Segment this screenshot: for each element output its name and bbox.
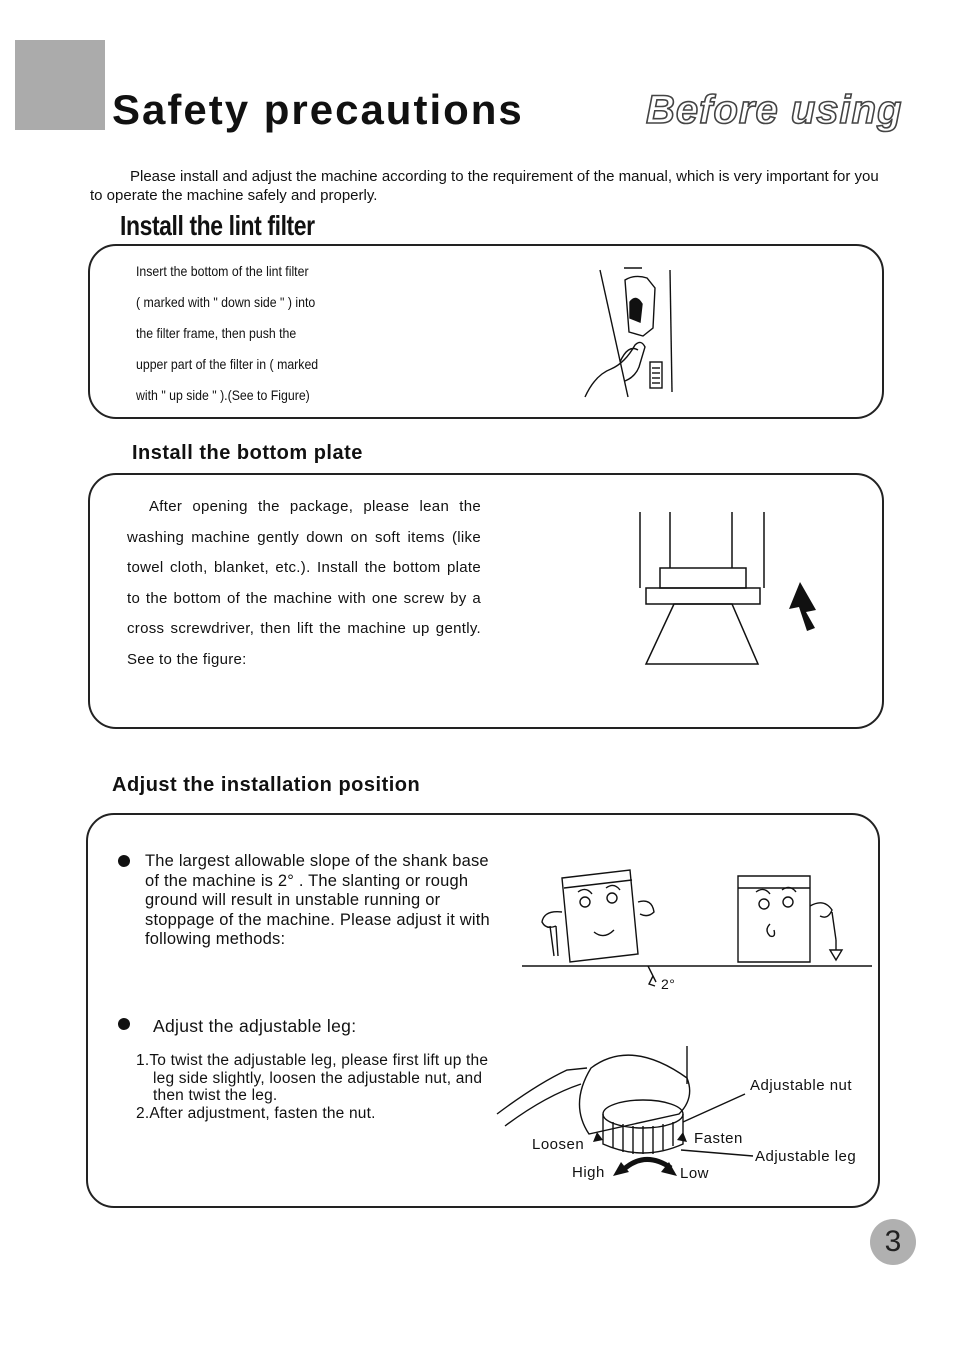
adjustable-leg-illustration: [495, 1044, 755, 1184]
label-adjustable-nut: Adjustable nut: [750, 1077, 853, 1094]
label-low: Low: [680, 1165, 710, 1182]
header-gray-block: [15, 40, 105, 130]
slope-cartoon-illustration: [520, 862, 875, 997]
lint-filter-illustration: [580, 262, 680, 402]
bottom-plate-illustration: [638, 512, 838, 672]
bottom-plate-heading: Install the bottom plate: [132, 442, 363, 464]
adjust-leg-steps: [136, 1052, 488, 1122]
bottom-plate-instructions: [127, 492, 481, 675]
slope-instructions: [145, 852, 535, 950]
page-title: Safety precautions: [112, 86, 524, 133]
adjust-position-heading: Adjust the installation position: [112, 774, 421, 796]
bullet-dot: [118, 855, 130, 867]
intro-text: Please install and adjust the machine according to the requirement of the manual, which is very important for you to operate the machine safely and properly.: [90, 168, 879, 204]
slope-line: ground will result in unstable running or: [145, 891, 441, 909]
slope-line: following methods:: [145, 930, 286, 948]
label-adjustable-leg: Adjustable leg: [755, 1148, 857, 1165]
step-line: 2.After adjustment, fasten the nut.: [136, 1104, 376, 1122]
lint-line: upper part of the filter in ( marked: [136, 356, 319, 372]
page-number: 3: [870, 1219, 916, 1265]
slope-line: of the machine is 2° . The slanting or rough: [145, 871, 469, 890]
bullet-dot: [118, 1018, 130, 1030]
lint-line: the filter frame, then push the: [136, 325, 297, 341]
label-fasten: Fasten: [694, 1130, 743, 1147]
lint-line: ( marked with " down side " ) into: [136, 294, 316, 310]
step-line: 1.To twist the adjustable leg, please first lift up the: [136, 1052, 489, 1069]
section-tag: Before using: [646, 88, 903, 132]
intro-paragraph: [90, 167, 880, 205]
slope-line: The largest allowable slope of the shank base: [145, 852, 489, 870]
slope-angle-label: 2°: [661, 976, 676, 992]
label-loosen: Loosen: [532, 1136, 585, 1153]
label-high: High: [572, 1164, 605, 1181]
lint-filter-instructions: [136, 256, 318, 411]
lint-filter-heading: Install the lint filter: [120, 210, 315, 241]
slope-line: stoppage of the machine. Please adjust it with: [145, 910, 490, 929]
bottom-plate-text: After opening the package, please lean the washing machine gently down on soft items (like towel cloth, blanket, etc.). Install the bottom plate to the bottom of the machine with one screw by a cross screwdriver, then lift the machine up gently. See to the figure:: [127, 498, 481, 668]
step-line: leg side slightly, loosen the adjustable nut, and: [153, 1069, 483, 1087]
adjust-leg-title: Adjust the adjustable leg:: [153, 1016, 357, 1036]
lint-line: Insert the bottom of the lint filter: [136, 263, 309, 279]
lint-line: with " up side " ).(See to Figure): [136, 387, 310, 403]
step-line: then twist the leg.: [153, 1087, 278, 1104]
